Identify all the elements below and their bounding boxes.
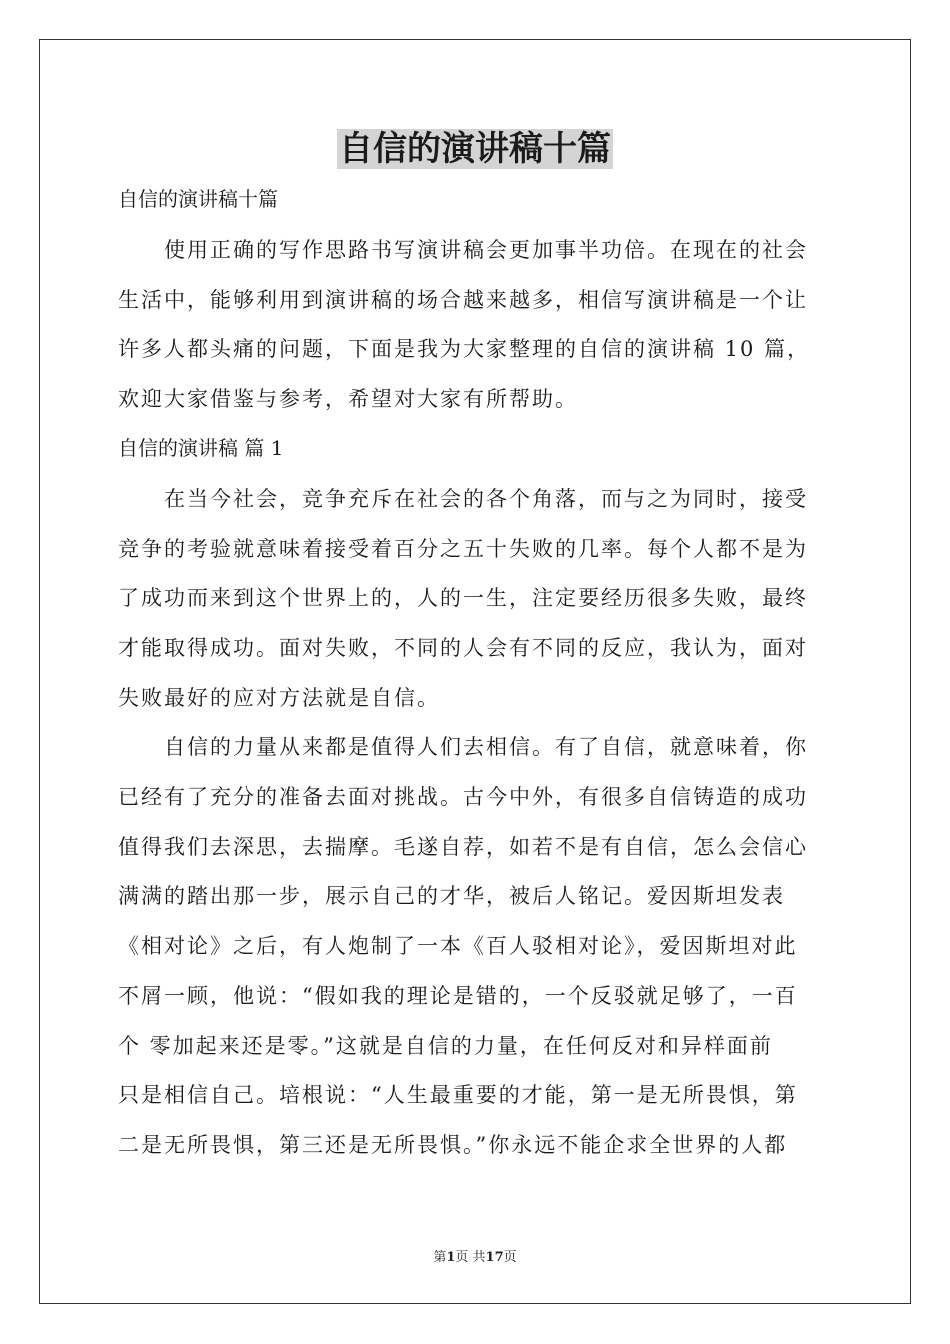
text-line: 满满的踏出那一步，展示自己的才华，被后人铭记。爱因斯坦发表 — [118, 884, 785, 909]
footer-page-number: 1 — [446, 1250, 456, 1265]
text-line: 不屑一顾，他说：“假如我的理论是错的，一个反驳就足够了，一百 — [118, 983, 798, 1008]
text-line: 欢迎大家借鉴与参考，希望对大家有所帮助。 — [118, 387, 578, 412]
text-line: 才能取得成功。面对失败，不同的人会有不同的反应，我认为，面对 — [118, 635, 808, 660]
footer-total-pages: 17 — [485, 1250, 504, 1265]
section-heading: 自信的演讲稿 篇 1 — [118, 435, 284, 460]
footer-mid: 页 共 — [455, 1250, 486, 1265]
text-line: 自信的力量从来都是值得人们去相信。有了自信，就意味着，你 — [118, 735, 808, 760]
text-line: 许多人都头痛的问题，下面是我为大家整理的自信的演讲稿 10 篇， — [118, 337, 811, 362]
section1-paragraph-1 — [118, 475, 834, 724]
document-body — [118, 176, 834, 1171]
page-footer — [0, 1246, 950, 1265]
section1-paragraph-2 — [118, 723, 834, 1170]
intro-paragraph — [118, 226, 834, 425]
text-line: 失败最好的应对方法就是自信。 — [118, 685, 440, 710]
text-line: 了成功而来到这个世界上的，人的一生，注定要经历很多失败，最终 — [118, 586, 808, 611]
document-title-text: 自信的演讲稿十篇 — [339, 129, 611, 169]
text-line: 生活中，能够利用到演讲稿的场合越来越多，相信写演讲稿是一个让 — [118, 287, 808, 312]
text-line: 个 零加起来还是零。”这就是自信的力量，在任何反对和异样面前 — [118, 1033, 773, 1058]
text-line: 二是无所畏惧，第三还是无所畏惧。”你永远不能企求全世界的人都 — [118, 1132, 788, 1157]
text-line: 竞争的考验就意味着接受着百分之五十失败的几率。每个人都不是为 — [118, 536, 808, 561]
footer-prefix: 第 — [433, 1250, 447, 1265]
text-line: 《相对论》之后，有人炮制了一本《百人驳相对论》，爱因斯坦对此 — [118, 934, 798, 959]
text-line: 只是相信自己。培根说：“人生最重要的才能，第一是无所畏惧，第 — [118, 1083, 798, 1108]
text-line: 在当今社会，竞争充斥在社会的各个角落，而与之为同时，接受 — [118, 486, 808, 511]
document-title — [0, 124, 950, 174]
footer-suffix: 页 — [503, 1250, 517, 1265]
document-subtitle: 自信的演讲稿十篇 — [118, 187, 278, 211]
text-line: 值得我们去深思，去揣摩。毛遂自荐，如若不是有自信，怎么会信心 — [118, 834, 808, 859]
text-line: 使用正确的写作思路书写演讲稿会更加事半功倍。在现在的社会 — [118, 238, 808, 262]
text-line: 已经有了充分的准备去面对挑战。古今中外，有很多自信铸造的成功 — [118, 785, 808, 810]
